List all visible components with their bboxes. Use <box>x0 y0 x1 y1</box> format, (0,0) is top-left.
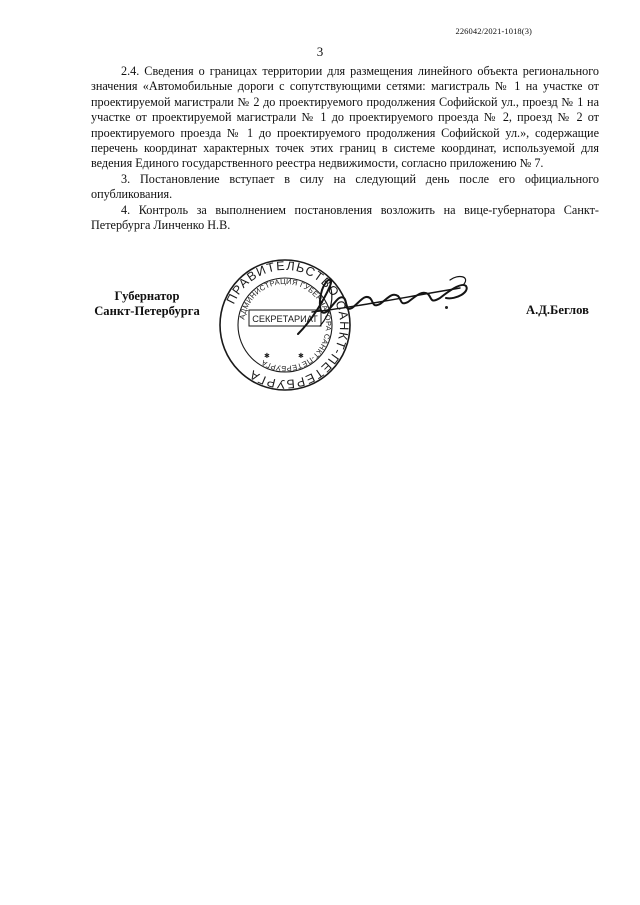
seal-outer-text: ПРАВИТЕЛЬСТВО САНКТ-ПЕТЕРБУРГА <box>223 258 352 392</box>
seal-star-right: ✱ <box>298 352 304 360</box>
signer-name: А.Д.Беглов <box>526 303 589 317</box>
governor-title <box>87 289 207 319</box>
paragraph-3: 3. Постановление вступает в силу на следующий день после его официального опубликования. <box>91 171 599 202</box>
governor-title-line2: Санкт-Петербурга <box>94 304 200 319</box>
document-number: 226042/2021-1018(3) <box>455 26 532 36</box>
handwritten-signature <box>290 268 480 338</box>
seal-center-text: СЕКРЕТАРИАТ <box>252 314 318 324</box>
page-number: 3 <box>316 44 324 59</box>
paragraph-2-4: 2.4. Сведения о границах территории для размещения линейного объекта регионального значения «Автомобильные дороги с сопутствующими сетями: магистраль № 1 на участке от проектируемой магистрали № 2 до проектируемого продолжения Софийской ул., проезд № 1 на участке от проектируемой магистрали № 1 до проектируемого проезда № 2, проезд № 2 от проектируемого проезда № 1 до проектируемого продолжения Софийской ул.», содержащие перечень координат характерных точек этих границ в системе координат, используемой для ведения Единого государственного реестра недвижимости, согласно приложению № 7. <box>91 64 599 171</box>
seal-star-left: ✱ <box>264 352 270 360</box>
signature-block <box>0 258 640 392</box>
paragraph-4: 4. Контроль за выполнением постановления возложить на вице-губернатора Санкт-Петербурга Линченко Н.В. <box>91 202 599 233</box>
seal-inner-text: АДМИНИСТРАЦИЯ ГУБЕРНАТОРА САНКТ-ПЕТЕРБУРГА <box>237 276 334 374</box>
signature-dot <box>445 306 448 309</box>
governor-title-line1: Губернатор <box>114 289 180 303</box>
document-body <box>91 64 599 233</box>
